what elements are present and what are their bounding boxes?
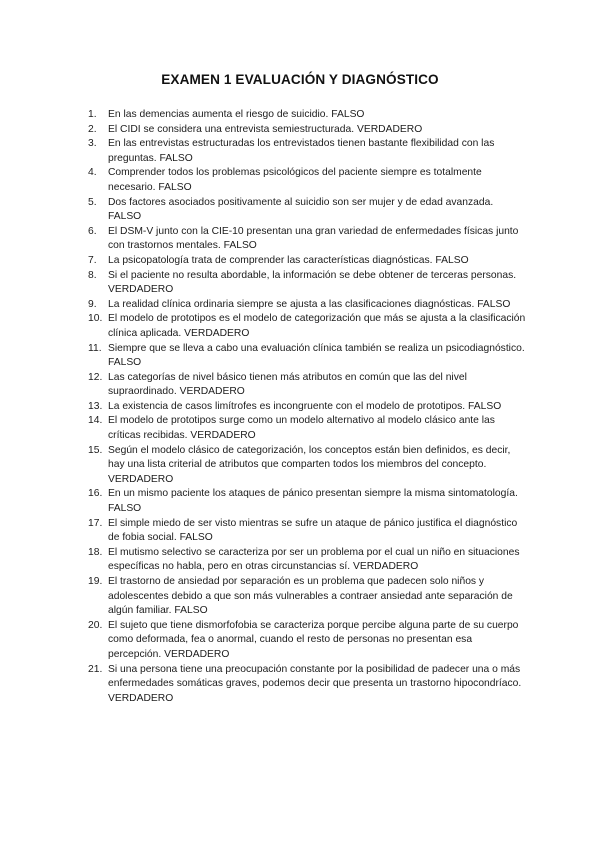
question-answer: VERDADERO [108, 692, 174, 704]
question-number: 3. [88, 138, 97, 150]
question-answer: FALSO [223, 240, 257, 252]
question-item [88, 108, 528, 123]
question-answer: FALSO [468, 400, 502, 412]
question-text: El sujeto que tiene dismorfofobia se caracteriza porque percibe alguna parte de su cuerpo como deformada, fea o anormal, cuando el resto de personas no presentan esa percepción. [108, 619, 519, 660]
question-item [88, 517, 528, 546]
question-text: El mutismo selectivo se caracteriza por ser un problema por el cual un niño en situaciones específicas no habla, pero en otras circunstancias sí. [108, 546, 520, 573]
question-number: 15. [88, 444, 103, 456]
question-text: El CIDI se considera una entrevista semiestructurada. [108, 123, 355, 135]
question-answer: FALSO [477, 298, 511, 310]
question-text: Dos factores asociados positivamente al suicidio son ser mujer y de edad avanzada. [108, 196, 494, 208]
question-number: 20. [88, 619, 103, 631]
question-text: La psicopatología trata de comprender las características diagnósticas. [108, 254, 433, 266]
question-item [88, 575, 528, 619]
question-number: 19. [88, 576, 103, 587]
question-item [88, 123, 528, 138]
question-text: El DSM-V junto con la CIE-10 presentan una gran variedad de enfermedades físicas junto con trastornos mentales. [108, 225, 519, 252]
question-item [88, 619, 528, 663]
question-number: 13. [88, 400, 103, 412]
question-text: Si una persona tiene una preocupación constante por la posibilidad de padecer una o más enfermedades somáticas graves, podemos decir que presenta un trastorno hipocondríaco. [108, 663, 522, 690]
question-answer: VERDADERO [184, 327, 250, 339]
question-number: 17. [88, 517, 103, 529]
question-text: Las categorías de nivel básico tienen más atributos en común que las del nivel supraordinado. [108, 371, 467, 398]
question-item [88, 487, 528, 516]
question-text: El modelo de prototipos es el modelo de categorización que más se ajusta a la clasificación clínica aplicada. [108, 313, 526, 339]
question-text: En un mismo paciente los ataques de pánico presentan siempre la misma sintomatología. [108, 488, 518, 500]
question-item [88, 371, 528, 400]
question-item [88, 225, 528, 254]
question-item [88, 546, 528, 575]
question-item [88, 254, 528, 269]
question-text: En las demencias aumenta el riesgo de suicidio. [108, 109, 329, 120]
question-text: El simple miedo de ser visto mientras se sufre un ataque de pánico justifica el diagnóstico de fobia social. [108, 517, 518, 544]
question-answer: VERDADERO [179, 386, 245, 398]
question-text: En las entrevistas estructuradas los entrevistados tienen bastante flexibilidad con las preguntas. [108, 138, 495, 164]
question-number: 12. [88, 371, 103, 383]
question-number: 16. [88, 488, 103, 500]
question-item [88, 663, 528, 707]
question-item [88, 414, 528, 443]
question-number: 8. [88, 269, 97, 281]
question-item [88, 137, 528, 166]
question-text: El modelo de prototipos surge como un modelo alternativo al modelo clásico ante las críticas recibidas. [108, 415, 495, 442]
question-number: 5. [88, 196, 97, 208]
question-number: 4. [88, 167, 97, 179]
question-number: 9. [88, 298, 97, 310]
question-number: 14. [88, 415, 103, 427]
question-number: 7. [88, 254, 97, 266]
question-number: 18. [88, 546, 103, 558]
question-item [88, 312, 528, 341]
question-answer: FALSO [435, 254, 469, 266]
question-text: La realidad clínica ordinaria siempre se ajusta a las clasificaciones diagnósticas. [108, 298, 475, 310]
question-answer: FALSO [108, 211, 142, 223]
question-answer: VERDADERO [108, 284, 174, 296]
question-item [88, 444, 528, 488]
question-item [88, 298, 528, 313]
question-answer: VERDADERO [190, 430, 256, 442]
question-text: Comprender todos los problemas psicológicos del paciente siempre es totalmente necesario. [108, 167, 482, 193]
question-text: Según el modelo clásico de categorización, los conceptos están bien definidos, es decir, hay una lista criterial de atributos que comparten todos los miembros del concepto. [108, 444, 511, 471]
question-item [88, 269, 528, 298]
question-answer: FALSO [158, 181, 192, 193]
question-number: 21. [88, 663, 103, 675]
question-number: 6. [88, 225, 97, 237]
question-item [88, 196, 528, 225]
question-answer: VERDADERO [164, 648, 230, 660]
question-answer: FALSO [179, 532, 213, 544]
question-number: 11. [88, 342, 102, 354]
question-answer: FALSO [108, 357, 142, 369]
question-answer: FALSO [331, 109, 365, 120]
question-item [88, 166, 528, 195]
question-text: El trastorno de ansiedad por separación es un problema que padecen solo niños y adolescentes debido a que son más vulnerables a contraer ansiedad ante separación de algún familiar. [108, 576, 513, 617]
question-text: Siempre que se lleva a cabo una evaluación clínica también se realiza un psicodiagnóstico. [108, 342, 525, 354]
question-answer: VERDADERO [356, 123, 423, 135]
question-answer: FALSO [174, 605, 208, 617]
question-text: Si el paciente no resulta abordable, la información se debe obtener de terceras personas. [108, 269, 517, 281]
question-text: La existencia de casos limítrofes es incongruente con el modelo de prototipos. [108, 400, 466, 412]
question-item [88, 342, 528, 371]
question-answer: FALSO [159, 152, 193, 164]
question-number: 2. [88, 123, 97, 135]
question-item [88, 400, 528, 415]
question-answer: FALSO [108, 503, 142, 515]
document-title: EXAMEN 1 EVALUACIÓN Y DIAGNÓSTICO [161, 72, 439, 87]
question-list [88, 108, 528, 706]
question-number: 10. [88, 313, 103, 325]
question-answer: VERDADERO [108, 473, 174, 485]
question-number: 1. [88, 109, 97, 120]
question-answer: VERDADERO [352, 561, 419, 573]
